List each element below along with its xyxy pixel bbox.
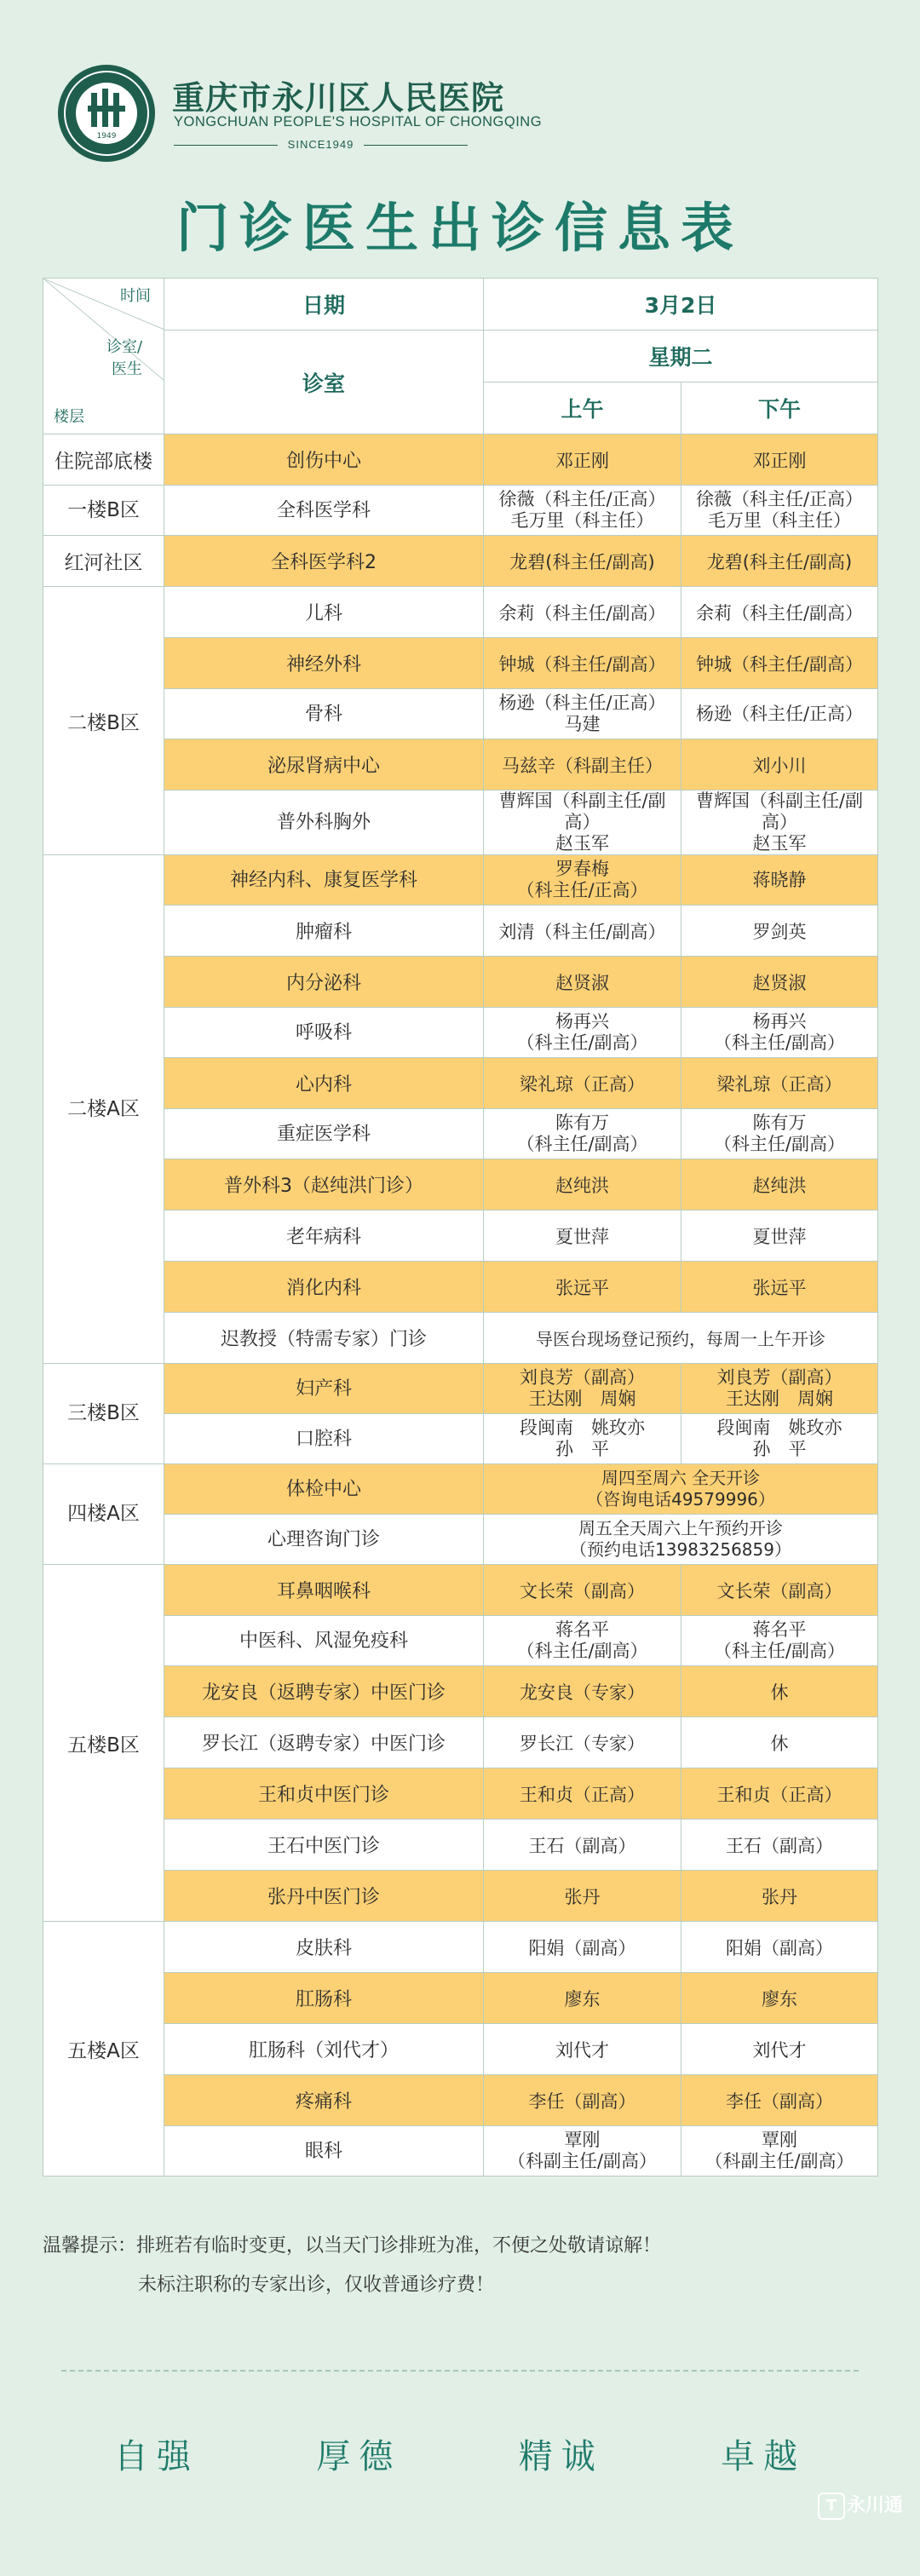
since-label: SINCE1949 bbox=[287, 138, 354, 151]
notice bbox=[43, 2227, 877, 2305]
am-label: 上午 bbox=[484, 382, 681, 434]
dept-cell: 泌尿肾病中心 bbox=[164, 739, 484, 791]
table-row bbox=[43, 587, 878, 638]
schedule-note-cell: 导医台现场登记预约，每周一上午开诊 bbox=[484, 1313, 878, 1364]
pm-doctor-cell: 杨逊（科主任/正高） bbox=[681, 689, 878, 739]
header bbox=[0, 0, 920, 170]
floor-cell: 一楼B区 bbox=[43, 486, 164, 536]
pm-doctor-cell: 刘代才 bbox=[681, 2024, 878, 2075]
dept-cell: 心理咨询门诊 bbox=[164, 1515, 484, 1565]
dept-cell: 消化内科 bbox=[164, 1262, 484, 1313]
table-row bbox=[43, 434, 878, 486]
table-row bbox=[43, 638, 878, 689]
table-row bbox=[43, 1871, 878, 1922]
pm-doctor-cell: 张丹 bbox=[681, 1871, 878, 1922]
corner-floor: 楼层 bbox=[54, 408, 84, 426]
am-doctor-cell: 文长荣（副高） bbox=[484, 1565, 681, 1616]
table-row bbox=[43, 1717, 878, 1768]
pm-doctor-cell: 阳娟（副高） bbox=[681, 1922, 878, 1973]
dept-cell: 妇产科 bbox=[164, 1364, 484, 1414]
dept-cell: 疼痛科 bbox=[164, 2075, 484, 2126]
dept-cell: 重症医学科 bbox=[164, 1109, 484, 1159]
schedule-note-cell: 周五全天周六上午预约开诊 （预约电话13983256859） bbox=[484, 1515, 878, 1565]
pm-doctor-cell: 刘良芳（副高） 王达刚 周娴 bbox=[681, 1364, 878, 1414]
dept-cell: 普外科胸外 bbox=[164, 791, 484, 855]
table-row bbox=[43, 1262, 878, 1313]
page-title: 门诊医生出诊信息表 bbox=[175, 197, 744, 259]
dept-cell: 普外科3（赵纯洪门诊） bbox=[164, 1159, 484, 1210]
am-doctor-cell: 刘清（科主任/副高） bbox=[484, 906, 681, 957]
am-doctor-cell: 徐薇（科主任/正高） 毛万里（科主任） bbox=[484, 486, 681, 536]
notice-line-2: 未标注职称的专家出诊，仅收普通诊疗费！ bbox=[138, 2274, 495, 2296]
am-doctor-cell: 李任（副高） bbox=[484, 2075, 681, 2126]
am-doctor-cell: 杨再兴 （科主任/副高） bbox=[484, 1008, 681, 1058]
table-row bbox=[43, 1210, 878, 1262]
table-row bbox=[43, 791, 878, 855]
table-row bbox=[43, 1414, 878, 1464]
table-row bbox=[43, 1565, 878, 1616]
am-doctor-cell: 龙安良（专家） bbox=[484, 1666, 681, 1717]
dept-cell: 全科医学科2 bbox=[164, 536, 484, 587]
am-doctor-cell: 赵贤淑 bbox=[484, 957, 681, 1008]
room-label: 诊室 bbox=[164, 331, 484, 434]
watermark-icon: T bbox=[818, 2493, 845, 2520]
pm-doctor-cell: 罗剑英 bbox=[681, 906, 878, 957]
table-row bbox=[43, 2024, 878, 2075]
am-doctor-cell: 邓正刚 bbox=[484, 434, 681, 486]
dept-cell: 口腔科 bbox=[164, 1414, 484, 1464]
am-doctor-cell: 龙碧(科主任/副高) bbox=[484, 536, 681, 587]
pm-doctor-cell: 曹辉国（科副主任/副高） 赵玉军 bbox=[681, 791, 878, 855]
date-value: 3月2日 bbox=[484, 279, 878, 331]
dept-cell: 眼科 bbox=[164, 2126, 484, 2176]
table-row bbox=[43, 855, 878, 906]
dept-cell: 中医科、风湿免疫科 bbox=[164, 1616, 484, 1666]
am-doctor-cell: 张丹 bbox=[484, 1871, 681, 1922]
dept-cell: 神经内科、康复医学科 bbox=[164, 855, 484, 906]
pm-doctor-cell: 赵贤淑 bbox=[681, 957, 878, 1008]
pm-doctor-cell: 休 bbox=[681, 1717, 878, 1768]
am-doctor-cell: 覃刚 （科副主任/副高） bbox=[484, 2126, 681, 2176]
pm-doctor-cell: 余莉（科主任/副高） bbox=[681, 587, 878, 638]
hospital-logo bbox=[56, 63, 157, 164]
am-doctor-cell: 蒋名平 （科主任/副高） bbox=[484, 1616, 681, 1666]
dept-cell: 耳鼻咽喉科 bbox=[164, 1565, 484, 1616]
am-doctor-cell: 赵纯洪 bbox=[484, 1159, 681, 1210]
hospital-name-cn: 重庆市永川区人民医院 bbox=[172, 79, 505, 117]
pm-doctor-cell: 陈有万 （科主任/副高） bbox=[681, 1109, 878, 1159]
pm-doctor-cell: 文长荣（副高） bbox=[681, 1565, 878, 1616]
schedule-table bbox=[43, 278, 878, 2176]
am-doctor-cell: 张远平 bbox=[484, 1262, 681, 1313]
dept-cell: 肛肠科 bbox=[164, 1973, 484, 2024]
floor-cell: 住院部底楼 bbox=[43, 434, 164, 486]
watermark bbox=[818, 2489, 903, 2527]
table-row bbox=[43, 1973, 878, 2024]
table-row bbox=[43, 906, 878, 957]
dept-cell: 内分泌科 bbox=[164, 957, 484, 1008]
table-row bbox=[43, 486, 878, 536]
pm-label: 下午 bbox=[681, 382, 878, 434]
floor-cell: 五楼A区 bbox=[43, 1922, 164, 2176]
pm-doctor-cell: 刘小川 bbox=[681, 739, 878, 791]
table-row bbox=[43, 2126, 878, 2176]
dept-cell: 神经外科 bbox=[164, 638, 484, 689]
table-row bbox=[43, 1666, 878, 1717]
table-row bbox=[43, 689, 878, 739]
table-row bbox=[43, 1768, 878, 1820]
pm-doctor-cell: 夏世萍 bbox=[681, 1210, 878, 1262]
table-row bbox=[43, 739, 878, 791]
dept-cell: 骨科 bbox=[164, 689, 484, 739]
am-doctor-cell: 杨逊（科主任/正高） 马建 bbox=[484, 689, 681, 739]
pm-doctor-cell: 梁礼琼（正高） bbox=[681, 1058, 878, 1109]
table-row bbox=[43, 1464, 878, 1515]
table-row bbox=[43, 1616, 878, 1666]
table-row bbox=[43, 1058, 878, 1109]
dept-cell: 王和贞中医门诊 bbox=[164, 1768, 484, 1820]
am-doctor-cell: 陈有万 （科主任/副高） bbox=[484, 1109, 681, 1159]
dept-cell: 创伤中心 bbox=[164, 434, 484, 486]
table-row bbox=[43, 536, 878, 587]
table-row bbox=[43, 1313, 878, 1364]
am-doctor-cell: 夏世萍 bbox=[484, 1210, 681, 1262]
am-doctor-cell: 罗春梅 （科主任/正高） bbox=[484, 855, 681, 906]
pm-doctor-cell: 钟城（科主任/副高） bbox=[681, 638, 878, 689]
table-row bbox=[43, 1159, 878, 1210]
pm-doctor-cell: 蒋名平 （科主任/副高） bbox=[681, 1616, 878, 1666]
dept-cell: 肿瘤科 bbox=[164, 906, 484, 957]
dept-cell: 龙安良（返聘专家）中医门诊 bbox=[164, 1666, 484, 1717]
floor-cell: 二楼B区 bbox=[43, 587, 164, 855]
pm-doctor-cell: 龙碧(科主任/副高) bbox=[681, 536, 878, 587]
divider bbox=[61, 2370, 859, 2372]
dept-cell: 心内科 bbox=[164, 1058, 484, 1109]
pm-doctor-cell: 杨再兴 （科主任/副高） bbox=[681, 1008, 878, 1058]
since-row bbox=[174, 136, 468, 153]
schedule-note-cell: 周四至周六 全天开诊 （咨询电话49579996） bbox=[484, 1464, 878, 1515]
table-row bbox=[43, 957, 878, 1008]
am-doctor-cell: 曹辉国（科副主任/副高） 赵玉军 bbox=[484, 791, 681, 855]
dept-cell: 罗长江（返聘专家）中医门诊 bbox=[164, 1717, 484, 1768]
pm-doctor-cell: 蒋晓静 bbox=[681, 855, 878, 906]
table-row bbox=[43, 1364, 878, 1414]
pm-doctor-cell: 休 bbox=[681, 1666, 878, 1717]
pm-doctor-cell: 段闽南 姚玫亦 孙 平 bbox=[681, 1414, 878, 1464]
date-label: 日期 bbox=[164, 279, 484, 331]
am-doctor-cell: 梁礼琼（正高） bbox=[484, 1058, 681, 1109]
am-doctor-cell: 王和贞（正高） bbox=[484, 1768, 681, 1820]
floor-cell: 四楼A区 bbox=[43, 1464, 164, 1565]
pm-doctor-cell: 廖东 bbox=[681, 1973, 878, 2024]
table-row bbox=[43, 2075, 878, 2126]
notice-line-1: 温馨提示：排班若有临时变更，以当天门诊排班为准，不便之处敬请谅解！ bbox=[43, 2235, 662, 2257]
am-doctor-cell: 罗长江（专家） bbox=[484, 1717, 681, 1768]
watermark-text: 永川通 bbox=[847, 2495, 904, 2516]
pm-doctor-cell: 覃刚 （科副主任/副高） bbox=[681, 2126, 878, 2176]
am-doctor-cell: 马兹辛（科副主任） bbox=[484, 739, 681, 791]
am-doctor-cell: 刘代才 bbox=[484, 2024, 681, 2075]
pm-doctor-cell: 邓正刚 bbox=[681, 434, 878, 486]
am-doctor-cell: 廖东 bbox=[484, 1973, 681, 2024]
floor-cell: 五楼B区 bbox=[43, 1565, 164, 1922]
am-doctor-cell: 刘良芳（副高） 王达刚 周娴 bbox=[484, 1364, 681, 1414]
weekday-label: 星期二 bbox=[484, 331, 878, 382]
dept-cell: 王石中医门诊 bbox=[164, 1820, 484, 1871]
motto: 自强 厚德 精诚 卓越 bbox=[113, 2437, 807, 2476]
table-row bbox=[43, 1515, 878, 1565]
svg-text:1949: 1949 bbox=[96, 132, 117, 141]
table-row bbox=[43, 1109, 878, 1159]
am-doctor-cell: 阳娟（副高） bbox=[484, 1922, 681, 1973]
corner-room: 诊室/ bbox=[106, 338, 143, 356]
table-row bbox=[43, 1008, 878, 1058]
dept-cell: 体检中心 bbox=[164, 1464, 484, 1515]
am-doctor-cell: 钟城（科主任/副高） bbox=[484, 638, 681, 689]
corner-time: 时间 bbox=[120, 287, 151, 305]
corner-doctor: 医生 bbox=[112, 360, 142, 378]
floor-cell: 三楼B区 bbox=[43, 1364, 164, 1464]
pm-doctor-cell: 徐薇（科主任/正高） 毛万里（科主任） bbox=[681, 486, 878, 536]
pm-doctor-cell: 王石（副高） bbox=[681, 1820, 878, 1871]
dept-cell: 张丹中医门诊 bbox=[164, 1871, 484, 1922]
am-doctor-cell: 余莉（科主任/副高） bbox=[484, 587, 681, 638]
am-doctor-cell: 段闽南 姚玫亦 孙 平 bbox=[484, 1414, 681, 1464]
hospital-name-en: YONGCHUAN PEOPLE'S HOSPITAL OF CHONGQING bbox=[174, 114, 543, 129]
am-doctor-cell: 王石（副高） bbox=[484, 1820, 681, 1871]
pm-doctor-cell: 李任（副高） bbox=[681, 2075, 878, 2126]
floor-cell: 红河社区 bbox=[43, 536, 164, 587]
table-corner bbox=[43, 279, 164, 434]
dept-cell: 儿科 bbox=[164, 587, 484, 638]
pm-doctor-cell: 赵纯洪 bbox=[681, 1159, 878, 1210]
dept-cell: 皮肤科 bbox=[164, 1922, 484, 1973]
pm-doctor-cell: 张远平 bbox=[681, 1262, 878, 1313]
dept-cell: 老年病科 bbox=[164, 1210, 484, 1262]
table-row bbox=[43, 1922, 878, 1973]
floor-cell: 二楼A区 bbox=[43, 855, 164, 1364]
dept-cell: 全科医学科 bbox=[164, 486, 484, 536]
pm-doctor-cell: 王和贞（正高） bbox=[681, 1768, 878, 1820]
dept-cell: 呼吸科 bbox=[164, 1008, 484, 1058]
table-row bbox=[43, 1820, 878, 1871]
dept-cell: 迟教授（特需专家）门诊 bbox=[164, 1313, 484, 1364]
dept-cell: 肛肠科（刘代才） bbox=[164, 2024, 484, 2075]
